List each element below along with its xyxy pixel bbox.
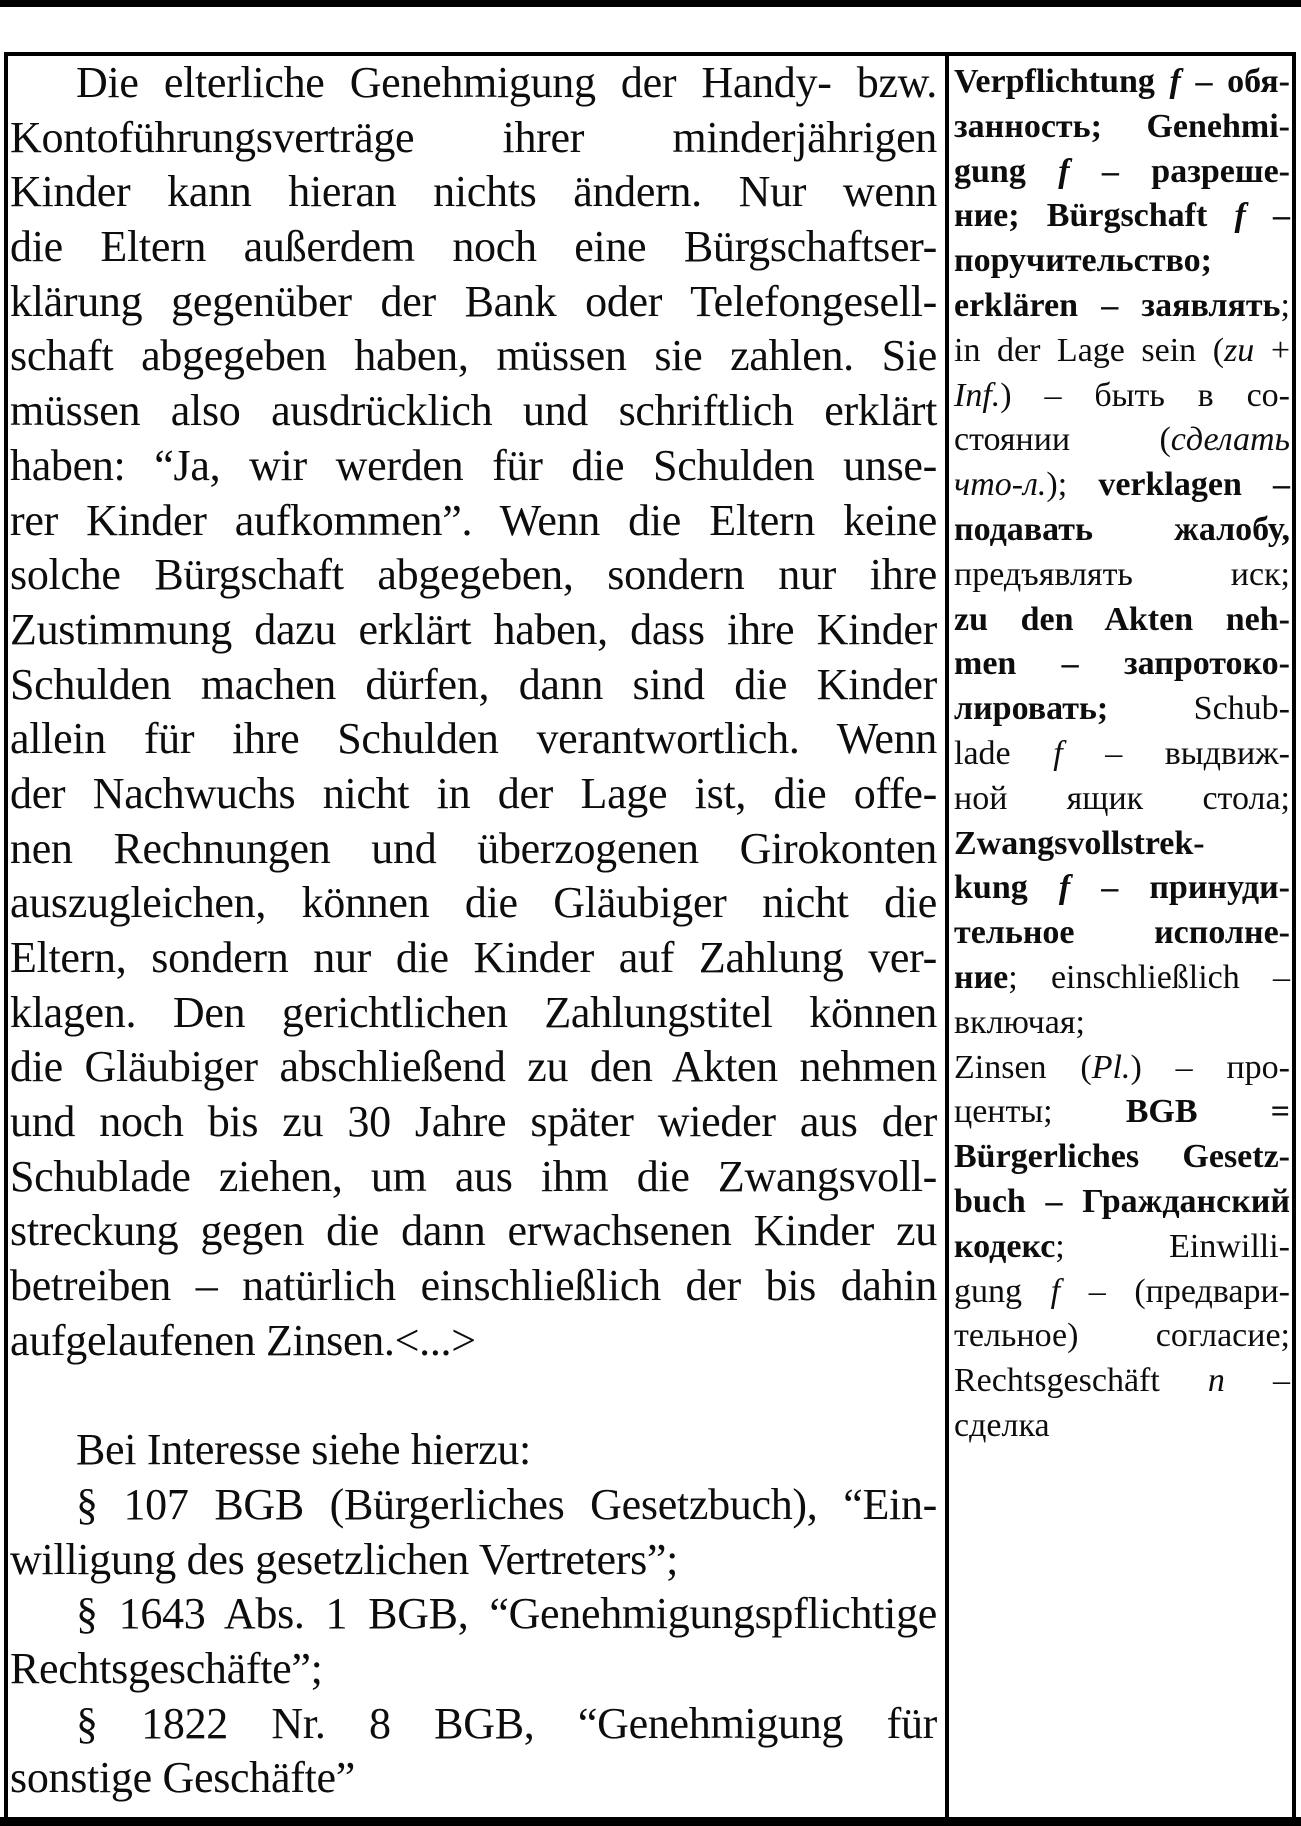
vocab-run: gung bbox=[954, 1272, 1051, 1310]
vocab-run: f bbox=[1053, 734, 1063, 772]
vocab-line bbox=[954, 239, 1290, 284]
vocab-line bbox=[954, 1090, 1290, 1135]
vocab-run: стоянии ( bbox=[954, 421, 1171, 459]
vocab-run: ние bbox=[954, 958, 1009, 996]
vocab-line bbox=[954, 911, 1290, 956]
vocab-run: Zwangsvollstrek- bbox=[954, 824, 1205, 862]
vocab-run: – разреше- bbox=[1069, 152, 1290, 190]
top-rule bbox=[0, 0, 1301, 7]
vocab-run: подавать жалобу, bbox=[954, 510, 1290, 548]
vocab-run: n bbox=[1207, 1362, 1225, 1400]
vocab-line bbox=[954, 150, 1290, 195]
vocab-line bbox=[954, 194, 1290, 239]
vocab-run: f bbox=[1234, 197, 1246, 235]
german-text-line: der Nachwuchs nicht in der Lage ist, die offe- bbox=[10, 768, 937, 818]
vocab-line bbox=[954, 956, 1290, 1001]
vocab-line bbox=[954, 1314, 1290, 1359]
vocab-line bbox=[954, 1180, 1290, 1225]
german-text-line: nen Rechnungen und überzogenen Girokonten bbox=[10, 823, 937, 873]
german-text-line: Schulden machen dürfen, dann sind die Kinder bbox=[10, 659, 937, 709]
vocab-run: что-л. bbox=[954, 466, 1047, 504]
vocab-run: ) – про- bbox=[1130, 1048, 1290, 1086]
vocab-line bbox=[954, 1001, 1290, 1046]
german-text-line: müssen also ausdrücklich und schriftlich erklärt bbox=[10, 386, 937, 436]
vocab-run: ; Einwilli- bbox=[1055, 1227, 1290, 1265]
vocab-line bbox=[954, 822, 1290, 867]
vocab-run: поручительство; bbox=[954, 242, 1212, 280]
vocab-line bbox=[954, 418, 1290, 463]
german-text-line: auszugleichen, können die Gläubiger nicht die bbox=[10, 878, 937, 928]
vocab-line bbox=[954, 374, 1290, 419]
german-text-line: § 1822 Nr. 8 BGB, “Genehmigung für bbox=[76, 1698, 937, 1748]
vocab-run: f bbox=[1058, 869, 1071, 907]
vocab-run: men – запротоко- bbox=[954, 645, 1290, 683]
vocab-run: – (предвари- bbox=[1060, 1272, 1290, 1310]
vocab-run: – bbox=[1245, 197, 1290, 235]
vocab-line bbox=[954, 1135, 1290, 1180]
german-text-line: Eltern, sondern nur die Kinder auf Zahlung ver- bbox=[10, 933, 937, 982]
vocab-run: центы; bbox=[954, 1093, 1126, 1131]
vocab-line bbox=[954, 329, 1290, 374]
vocab-run: Zinsen ( bbox=[954, 1048, 1092, 1086]
vocab-line bbox=[954, 60, 1290, 105]
vocab-line bbox=[954, 732, 1290, 777]
vocab-line bbox=[954, 1404, 1290, 1449]
german-text-line: willigung des gesetzlichen Vertreters”; bbox=[10, 1534, 679, 1584]
german-text-line: Bei Interesse siehe hierzu: bbox=[76, 1425, 531, 1475]
german-text-line: Die elterliche Genehmigung der Handy- bzw. bbox=[76, 58, 937, 107]
german-text-line: sonstige Geschäfte” bbox=[10, 1753, 355, 1803]
vocabulary-glossary-column bbox=[945, 56, 1292, 1817]
vocab-run: тельное исполне- bbox=[954, 914, 1290, 952]
vocab-line bbox=[954, 1225, 1290, 1270]
vocab-line bbox=[954, 777, 1290, 822]
vocab-run: + bbox=[1254, 331, 1290, 369]
vocab-line bbox=[954, 1359, 1290, 1404]
german-text-line: betreiben – natürlich einschließlich der bis dahin bbox=[10, 1261, 937, 1311]
vocab-run: gung bbox=[954, 152, 1059, 190]
vocab-line bbox=[954, 284, 1290, 329]
vocab-line bbox=[954, 463, 1290, 508]
german-text-line: allein für ihre Schulden verantwortlich. Wenn bbox=[10, 714, 937, 764]
german-text-line: haben: “Ja, wir werden für die Schulden unse- bbox=[10, 440, 937, 490]
german-text-column bbox=[8, 56, 945, 1817]
german-text-line: schaft abgegeben haben, müssen sie zahlen. Sie bbox=[10, 331, 937, 381]
german-text-line: Kontoführungsverträge ihrer minderjährigen bbox=[10, 112, 937, 162]
german-text-line: § 1643 Abs. 1 BGB, “Genehmigungspflichtige bbox=[76, 1589, 937, 1639]
german-text-line: solche Bürgschaft abgegeben, sondern nur ihre bbox=[10, 550, 937, 600]
vocab-run: – bbox=[1224, 1362, 1290, 1400]
vocab-run: buch – Гражданский bbox=[954, 1182, 1290, 1220]
vocab-run: kung bbox=[954, 869, 1059, 907]
german-text-line: klagen. Den gerichtlichen Zahlungstitel können bbox=[10, 987, 937, 1037]
german-text-line: klärung gegenüber der Bank oder Telefongesell- bbox=[10, 276, 937, 326]
vocab-run: lade bbox=[954, 734, 1054, 772]
vocab-line bbox=[954, 105, 1290, 150]
vocab-line bbox=[954, 553, 1290, 598]
bottom-rule bbox=[0, 1817, 1301, 1826]
vocab-run: BGB = bbox=[1125, 1093, 1290, 1131]
vocab-run: f bbox=[1058, 152, 1070, 190]
german-text-line: rer Kinder aufkommen”. Wenn die Eltern keine bbox=[10, 495, 937, 545]
vocab-run: Bürgerliches Gesetz- bbox=[954, 1138, 1290, 1176]
vocab-run: ) – быть в со- bbox=[1000, 376, 1290, 414]
vocab-run: включая; bbox=[954, 1003, 1085, 1041]
vocab-line bbox=[954, 598, 1290, 643]
vocab-line bbox=[954, 866, 1290, 911]
vocab-run: ной ящик стола; bbox=[954, 779, 1290, 817]
blank-line bbox=[10, 1369, 937, 1424]
vocab-run: in der Lage sein ( bbox=[954, 331, 1225, 369]
german-text-line: streckung gegen die dann erwachsenen Kinder zu bbox=[10, 1206, 937, 1256]
german-text-line: und noch bis zu 30 Jahre später wieder aus der bbox=[10, 1097, 937, 1147]
vocab-run: кодекс bbox=[954, 1227, 1056, 1265]
vocab-run: erklären – заявлять bbox=[954, 286, 1281, 324]
vocab-run: Inf. bbox=[954, 376, 1001, 414]
two-column-text-table bbox=[4, 52, 1296, 1817]
german-text-line: § 107 BGB (Bürgerliches Gesetzbuch), “Ein- bbox=[76, 1479, 937, 1529]
vocab-run: zu bbox=[1224, 331, 1255, 369]
vocab-run: – обя- bbox=[1180, 63, 1290, 100]
vocab-run: verklagen – bbox=[1098, 466, 1290, 504]
german-text-line: die Gläubiger abschließend zu den Akten nehmen bbox=[10, 1042, 937, 1092]
vocab-run: ние; Bürgschaft bbox=[954, 197, 1235, 235]
vocab-run: – выдвиж- bbox=[1062, 734, 1290, 772]
vocab-run: – принуди- bbox=[1070, 869, 1290, 907]
vocab-line bbox=[954, 508, 1290, 553]
vocab-line bbox=[954, 642, 1290, 687]
german-text-line: Schublade ziehen, um aus ihm die Zwangsvoll- bbox=[10, 1151, 937, 1201]
vocab-run: занность; Genehmi- bbox=[954, 107, 1290, 145]
german-text-line: die Eltern außerdem noch eine Bürgschaftser- bbox=[10, 222, 937, 272]
vocab-run: сделать bbox=[1170, 421, 1290, 459]
german-text-line: Kinder kann hieran nichts ändern. Nur wenn bbox=[10, 167, 937, 217]
vocab-run: ); bbox=[1046, 466, 1099, 504]
vocab-run: лировать; bbox=[954, 690, 1109, 728]
german-text-line: Rechtsgeschäfte”; bbox=[10, 1643, 323, 1693]
vocab-run: предъявлять иск; bbox=[954, 555, 1290, 593]
german-text-line: Zustimmung dazu erklärt haben, dass ihre Kinder bbox=[10, 604, 937, 654]
vocab-run: zu den Akten neh- bbox=[954, 600, 1290, 638]
vocab-line bbox=[954, 1270, 1290, 1315]
german-text-line: aufgelaufenen Zinsen.<...> bbox=[10, 1315, 476, 1365]
vocab-run: f bbox=[1169, 63, 1181, 100]
vocab-line bbox=[954, 687, 1290, 732]
vocab-run: Rechtsgeschäft bbox=[954, 1362, 1208, 1400]
vocab-run: тельное) согласие; bbox=[954, 1317, 1290, 1355]
vocab-run: Schub- bbox=[1108, 690, 1290, 728]
vocab-run: ; bbox=[1280, 286, 1290, 324]
vocab-line bbox=[954, 1046, 1290, 1091]
vocab-run: ; einschließlich – bbox=[1008, 958, 1290, 996]
vocab-run: f bbox=[1050, 1272, 1061, 1310]
vocab-run: Verpflichtung bbox=[954, 63, 1170, 100]
vocab-run: Pl. bbox=[1091, 1048, 1131, 1086]
vocab-run: сделка bbox=[954, 1406, 1050, 1444]
